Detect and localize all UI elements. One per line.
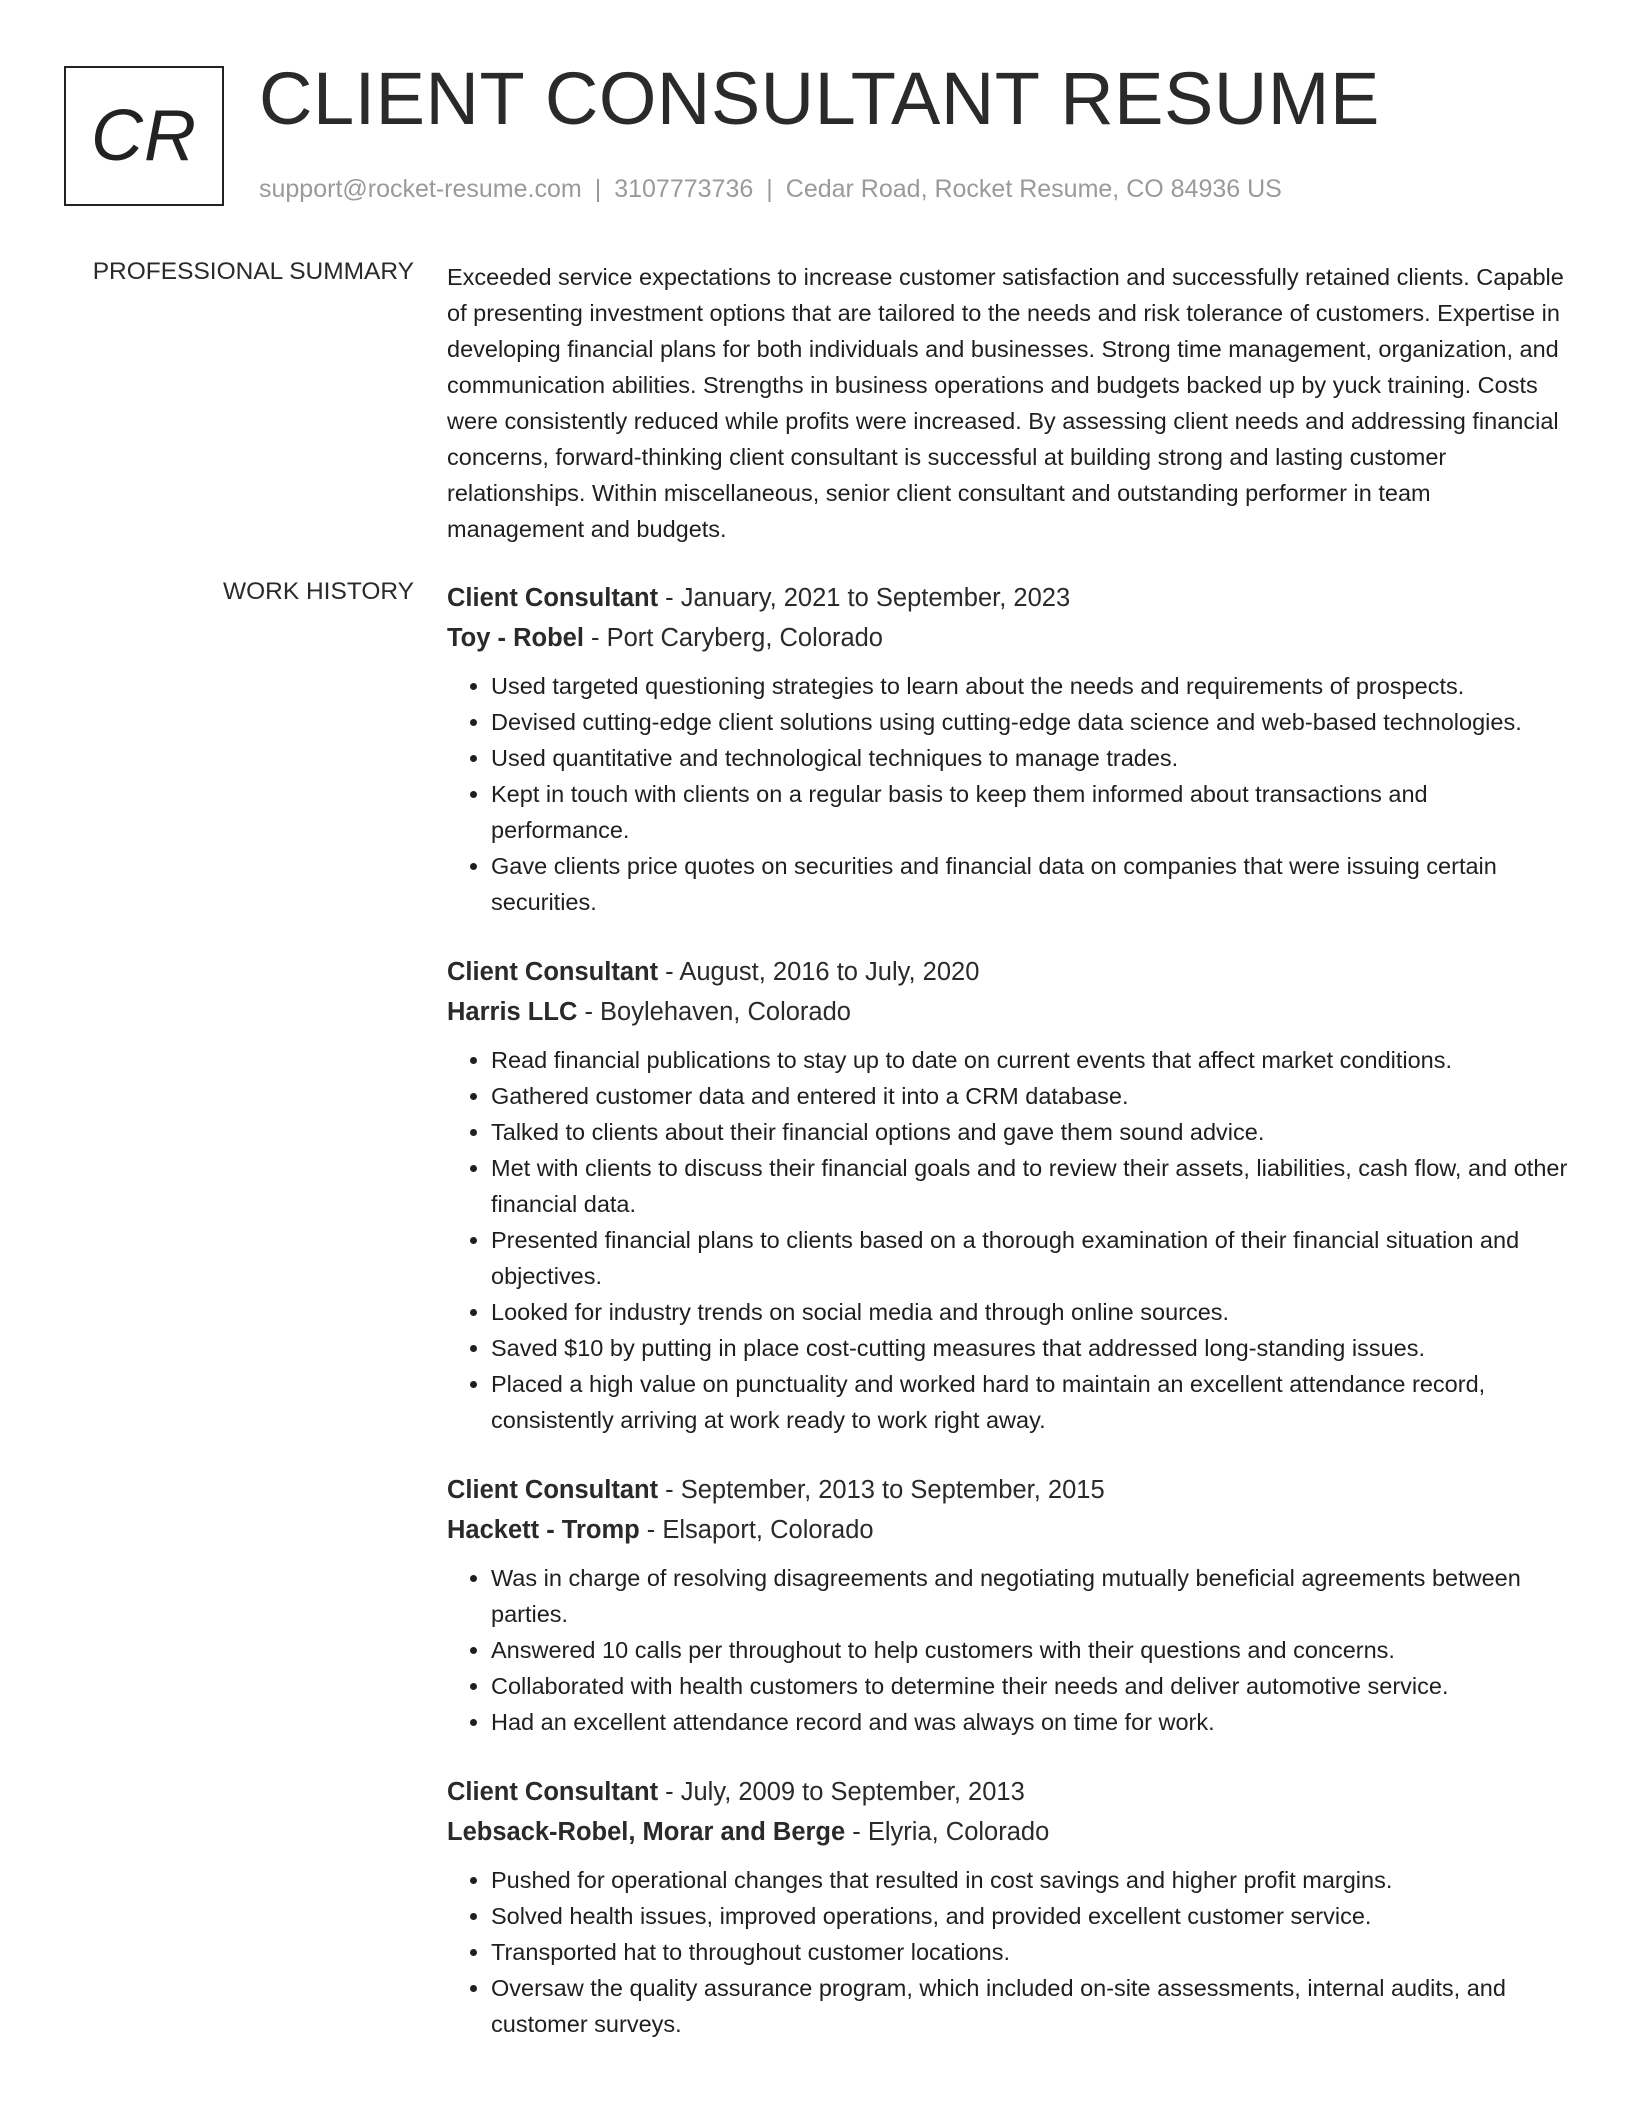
job-dates: - July, 2009 to September, 2013 (658, 1778, 1025, 1806)
job-title-line (447, 952, 1569, 992)
job-bullet: • Gave clients price quotes on securities and financial data on companies that were issuing certain securities. (491, 848, 1569, 920)
job-bullet-list (447, 1862, 1569, 2042)
contact-address: Cedar Road, Rocket Resume, CO 84936 US (785, 175, 1282, 203)
job-bullet-list (447, 668, 1569, 920)
job-bullet: • Used quantitative and technological techniques to manage trades. (491, 740, 1569, 776)
summary-section-label: PROFESSIONAL SUMMARY (92, 258, 414, 285)
contact-separator: | (766, 175, 773, 203)
work-history-list (447, 578, 1569, 2074)
job-company: Lebsack-Robel, Morar and Berge (447, 1818, 846, 1846)
job-bullet-list (447, 1042, 1569, 1438)
job-entry (447, 578, 1569, 920)
job-bullet: • Pushed for operational changes that resulted in cost savings and higher profit margins. (491, 1862, 1569, 1898)
job-bullet: • Looked for industry trends on social media and through online sources. (491, 1294, 1569, 1330)
monogram: CR (64, 66, 224, 206)
job-title: Client Consultant (447, 1476, 659, 1504)
job-bullet: • Devised cutting-edge client solutions using cutting-edge data science and web-based technologies. (491, 704, 1569, 740)
summary-text: Exceeded service expectations to increase customer satisfaction and successfully retained clients. Capable of presenting investment options that are tailored to the needs and risk tolerance of customers. Expertise in developing financial plans for both individuals and businesses. Strong time management, organization, and communication abilities. Strengths in business operations and budgets backed up by yuck training. Costs were consistently reduced while profits were increased. By assessing client needs and addressing financial concerns, forward-thinking client consultant is successful at building strong and lasting customer relationships. Within miscellaneous, senior client consultant and outstanding performer in team management and budgets. (447, 264, 1564, 542)
job-title: Client Consultant (447, 958, 659, 986)
job-bullet: • Used targeted questioning strategies to learn about the needs and requirements of prospects. (491, 668, 1569, 704)
job-company-line (447, 1510, 1569, 1550)
job-bullet: • Placed a high value on punctuality and worked hard to maintain an excellent attendance record, consistently arriving at work ready to work right away. (491, 1366, 1569, 1438)
job-title-line (447, 1772, 1569, 1812)
job-company-line (447, 992, 1569, 1032)
job-bullet: • Was in charge of resolving disagreements and negotiating mutually beneficial agreements between parties. (491, 1560, 1569, 1632)
job-location: - Port Caryberg, Colorado (583, 624, 883, 652)
contact-line (259, 175, 1282, 204)
job-bullet: • Had an excellent attendance record and was always on time for work. (491, 1704, 1569, 1740)
job-title-line (447, 578, 1569, 618)
job-location: - Elsaport, Colorado (639, 1516, 874, 1544)
job-company: Harris LLC (447, 998, 578, 1026)
job-dates: - September, 2013 to September, 2015 (658, 1476, 1105, 1504)
job-bullet: • Talked to clients about their financial options and gave them sound advice. (491, 1114, 1569, 1150)
job-bullet: • Read financial publications to stay up to date on current events that affect market conditions. (491, 1042, 1569, 1078)
job-title-line (447, 1470, 1569, 1510)
job-bullet: • Met with clients to discuss their financial goals and to review their assets, liabilities, cash flow, and other financial data. (491, 1150, 1569, 1222)
job-entry (447, 1470, 1569, 1740)
job-bullet: • Presented financial plans to clients based on a thorough examination of their financial situation and objectives. (491, 1222, 1569, 1294)
job-title: Client Consultant (447, 1778, 659, 1806)
job-bullet: • Collaborated with health customers to determine their needs and deliver automotive service. (491, 1668, 1569, 1704)
job-bullet: • Gathered customer data and entered it into a CRM database. (491, 1078, 1569, 1114)
contact-email[interactable]: support@rocket-resume.com (259, 175, 582, 203)
job-bullet-list (447, 1560, 1569, 1740)
job-dates: - August, 2016 to July, 2020 (658, 958, 980, 986)
job-bullet: • Oversaw the quality assurance program, which included on-site assessments, internal audits, and customer surveys. (491, 1970, 1569, 2042)
job-location: - Boylehaven, Colorado (577, 998, 851, 1026)
job-entry (447, 952, 1569, 1438)
job-location: - Elyria, Colorado (845, 1818, 1050, 1846)
job-bullet: • Saved $10 by putting in place cost-cutting measures that addressed long-standing issues. (491, 1330, 1569, 1366)
contact-separator: | (594, 175, 602, 203)
job-bullet: • Answered 10 calls per throughout to help customers with their questions and concerns. (491, 1632, 1569, 1668)
job-bullet: • Transported hat to throughout customer locations. (491, 1934, 1569, 1970)
job-entry (447, 1772, 1569, 2042)
job-company-line (447, 1812, 1569, 1852)
job-bullet: • Kept in touch with clients on a regular basis to keep them informed about transactions and performance. (491, 776, 1569, 848)
job-company-line (447, 618, 1569, 658)
job-company: Toy - Robel (447, 624, 584, 652)
job-dates: - January, 2021 to September, 2023 (658, 584, 1071, 612)
job-bullet: • Solved health issues, improved operations, and provided excellent customer service. (491, 1898, 1569, 1934)
job-title: Client Consultant (447, 584, 659, 612)
contact-phone[interactable]: 3107773736 (614, 175, 754, 203)
job-company: Hackett - Tromp (447, 1516, 640, 1544)
work-history-section-label: WORK HISTORY (222, 578, 414, 605)
page-title: CLIENT CONSULTANT RESUME (259, 57, 1380, 140)
